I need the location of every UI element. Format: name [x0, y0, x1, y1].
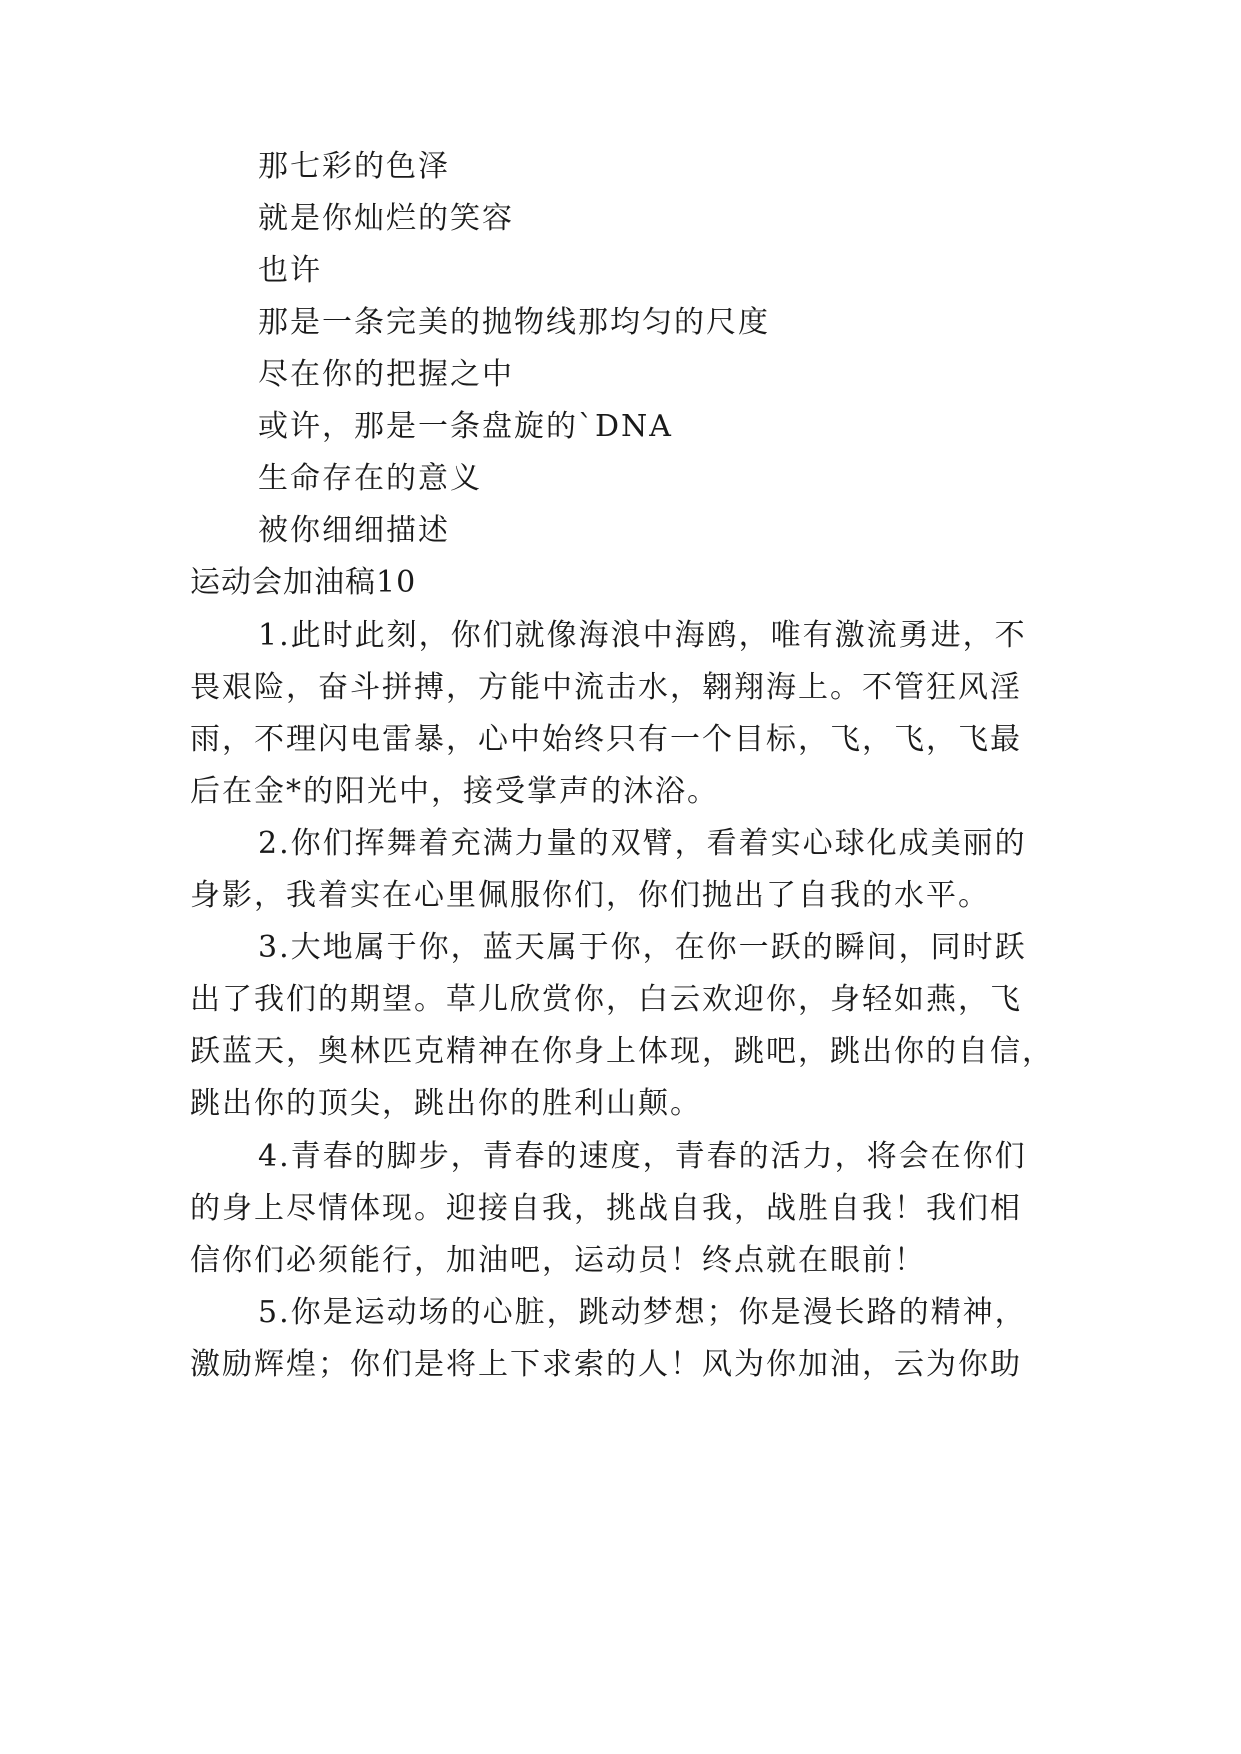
poem-line: 被你细细描述	[258, 513, 450, 548]
paragraph-3-line: 跳出你的顶尖，跳出你的胜利山颠。	[190, 1086, 702, 1121]
paragraph-1-line: 畏艰险，奋斗拼搏，方能中流击水，翱翔海上。不管狂风淫	[190, 670, 1022, 705]
paragraph-4-line: 4.青春的脚步，青春的速度，青春的活力，将会在你们	[258, 1139, 1027, 1174]
paragraph-3-line: 3.大地属于你，蓝天属于你，在你一跃的瞬间，同时跃	[258, 930, 1027, 965]
paragraph-3-line: 出了我们的期望。草儿欣赏你，白云欢迎你，身轻如燕，飞	[190, 982, 1022, 1017]
paragraph-1-line: 雨，不理闪电雷暴，心中始终只有一个目标，飞，飞，飞最	[190, 722, 1022, 757]
paragraph-5-line: 激励辉煌；你们是将上下求索的人！风为你加油，云为你助	[190, 1347, 1022, 1382]
poem-line: 也许	[258, 253, 322, 288]
paragraph-5-line: 5.你是运动场的心脏，跳动梦想；你是漫长路的精神，	[258, 1295, 1027, 1330]
poem-line: 尽在你的把握之中	[258, 357, 514, 392]
paragraph-1-line: 1.此时此刻，你们就像海浪中海鸥，唯有激流勇进，不	[258, 618, 1027, 653]
paragraph-4-line: 信你们必须能行，加油吧，运动员！终点就在眼前！	[190, 1243, 926, 1278]
poem-line: 或许，那是一条盘旋的`DNA	[258, 409, 673, 444]
poem-line: 生命存在的意义	[258, 461, 482, 496]
paragraph-3-line: 跃蓝天，奥林匹克精神在你身上体现，跳吧，跳出你的自信，	[190, 1034, 1054, 1069]
poem-line: 那是一条完美的抛物线那均匀的尺度	[258, 305, 770, 340]
paragraph-4-line: 的身上尽情体现。迎接自我，挑战自我，战胜自我！我们相	[190, 1191, 1022, 1226]
poem-line: 就是你灿烂的笑容	[258, 201, 514, 236]
paragraph-1-line: 后在金*的阳光中，接受掌声的沐浴。	[190, 774, 719, 809]
paragraph-2-line: 身影，我着实在心里佩服你们，你们抛出了自我的水平。	[190, 878, 990, 913]
section-heading: 运动会加油稿10	[190, 565, 417, 600]
paragraph-2-line: 2.你们挥舞着充满力量的双臂，看着实心球化成美丽的	[258, 826, 1027, 861]
poem-line: 那七彩的色泽	[258, 149, 450, 184]
